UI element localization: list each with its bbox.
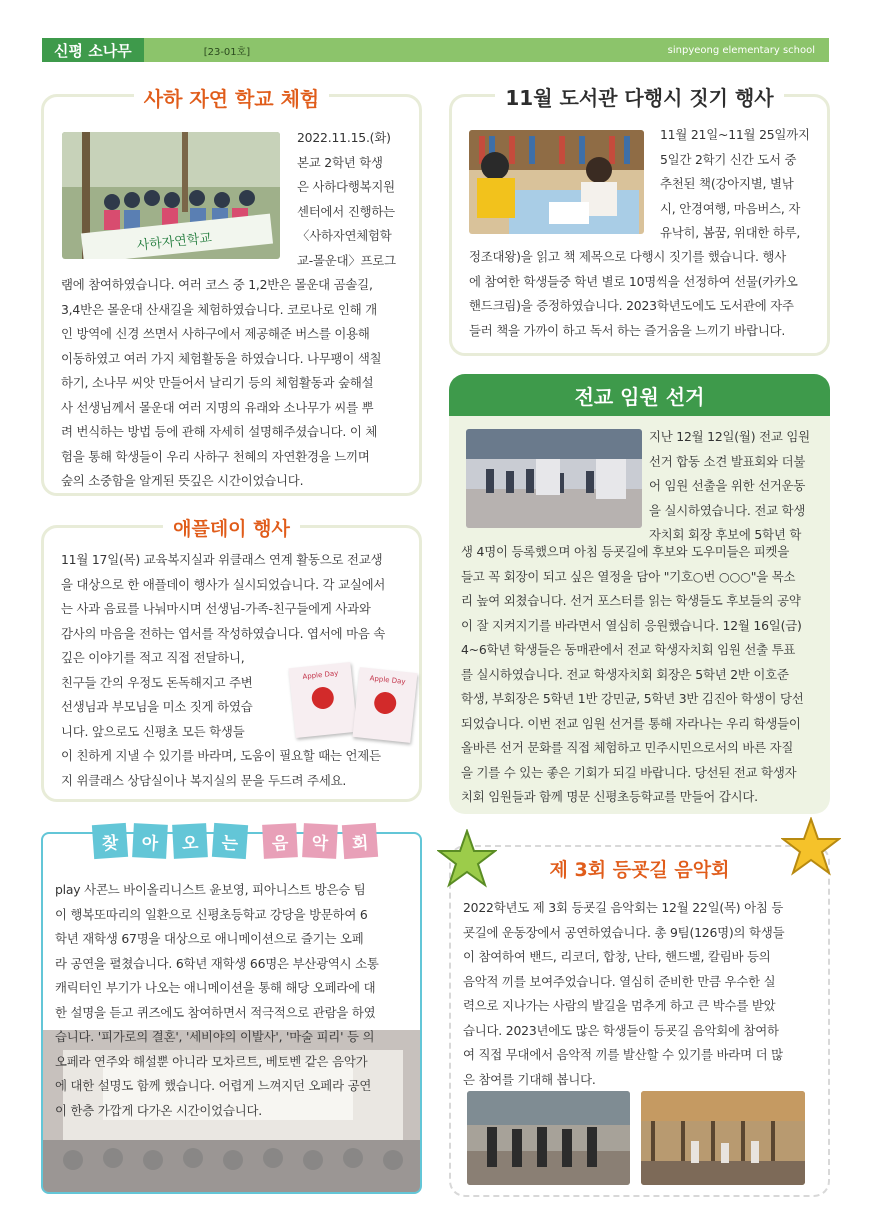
music-article (41, 832, 422, 1194)
election-side-line: 을 실시하였습니다. 전교 학생 (649, 502, 806, 518)
nature-side-line: 교-몰운대〉프로그 (297, 252, 396, 268)
library-line: 에 참여한 학생들중 학년 별로 10명씩을 선정하여 선물(카카오 (469, 273, 798, 289)
library-line: 들러 책을 가까이 하고 독서 하는 즐거움을 느끼기 바랍니다. (469, 322, 786, 338)
nature-side-line: 2022.11.15.(화) (297, 130, 391, 145)
library-line: 정조대왕)을 읽고 책 제목으로 다행시 짓기를 했습니다. 행사 (469, 249, 787, 264)
election-line: 되었습니다. 이번 전교 임원 선거를 통해 자라나는 우리 학생들이 (461, 715, 801, 731)
school-name: sinpyeong elementary school (667, 44, 815, 56)
apple-line: 감사의 마음을 전하는 엽서를 작성하였습니다. 엽서에 마음 속 (61, 625, 386, 641)
music-line: 캐릭터인 부기가 나오는 애니메이션을 통해 해당 오페라에 대 (55, 980, 376, 995)
concert-photo-1 (467, 1091, 630, 1185)
music-line: 한 설명을 듣고 퀴즈에도 참여하면서 적극적으로 관람을 하였 (55, 1004, 376, 1020)
newsletter-brand: 신평 소나무 (42, 38, 144, 62)
issue-number: [23-01호] (203, 46, 251, 58)
nature-side-line: 센터에서 진행하는 (297, 203, 395, 219)
election-line: 4~6학년 학생들은 동매관에서 전교 학생자치회 임원 선출 투표 (461, 642, 796, 657)
music-line: play 사콘느 바이올리니스트 윤보영, 피아니스트 방은승 팀 (55, 882, 366, 897)
apple-line: 11월 17일(목) 교육복지실과 위클래스 연계 활동으로 전교생 (61, 552, 383, 567)
apple-card-label: Apple Day (302, 669, 339, 681)
election-side-line: 자치회 회장 후보에 5학년 학 (649, 527, 802, 542)
apple-line: 깊은 이야기를 적고 직접 전달하니, (61, 650, 245, 665)
concert-line: 이 참여하여 밴드, 리코더, 합창, 난타, 핸드벨, 칼림바 등의 (463, 949, 771, 964)
title-char: 아 (132, 823, 168, 859)
page-header (42, 38, 829, 62)
election-article (449, 374, 830, 814)
library-photo (469, 130, 644, 234)
apple-card-left (289, 662, 358, 738)
election-line: 생 4명이 등록했으며 아침 등굣길에 후보와 도우미들은 피켓을 (461, 544, 790, 559)
election-line: 들고 꼭 회장이 되고 싶은 열정을 담아 "기호○번 ○○○"을 목소 (461, 568, 796, 584)
election-photo (466, 429, 642, 528)
apple-icon (373, 691, 397, 715)
apple-line: 는 사과 음료를 나눠마시며 선생님-가족-친구들에게 사과와 (61, 601, 371, 616)
nature-school-article (41, 87, 422, 496)
library-article (449, 86, 830, 356)
apple-icon (311, 686, 335, 710)
music-line: 이 한층 가깝게 다가온 시간이었습니다. (55, 1102, 263, 1118)
apple-line: 친구들 간의 우정도 돈독해지고 주변 (61, 674, 253, 690)
apple-line: 니다. 앞으로도 신평초 모든 학생들 (61, 723, 245, 739)
title-char: 악 (302, 823, 338, 859)
nature-line: 숲의 소중함을 알게된 뜻깊은 시간이었습니다. (61, 473, 304, 488)
library-side-line: 유낙히, 봄꿈, 위대한 하루, (660, 225, 801, 240)
election-title-bar (449, 374, 830, 416)
concert-photo-2 (641, 1091, 805, 1185)
music-line: 학년 재학생 67명을 대상으로 애니메이션으로 즐기는 오페 (55, 931, 364, 946)
library-side-line: 11월 21일~11월 25일까지 (660, 127, 810, 142)
concert-line: 습니다. 2023년에도 많은 학생들이 등굣길 음악회에 참여하 (463, 1022, 779, 1038)
election-side-line: 지난 12월 12일(월) 전교 임원 (649, 429, 810, 444)
library-title: 11월 도서관 다행시 짓기 행사 (495, 86, 783, 110)
music-line: 라 공연을 펼쳤습니다. 6학년 재학생 66명은 부산광역시 소통 (55, 955, 379, 971)
nature-line: 험을 통해 학생들이 우리 사하구 천혜의 자연환경을 느끼며 (61, 448, 370, 464)
nature-side-line: 은 사하다행복지원 (297, 179, 395, 194)
election-line: 올바른 선거 문화를 직접 체험하고 민주시민으로서의 바른 자질 (461, 740, 794, 755)
concert-line: 굣길에 운동장에서 공연하였습니다. 총 9팀(126명)의 학생들 (463, 924, 785, 940)
library-line: 핸드크림)을 증정하였습니다. 2023학년도에도 도서관에 자주 (469, 298, 794, 313)
nature-line: 사 선생님께서 몰운대 여러 지명의 유래와 소나무가 씨를 뿌 (61, 399, 374, 415)
nature-photo (62, 132, 280, 259)
concert-line: 2022학년도 제 3회 등굣길 음악회는 12월 22일(목) 아침 등 (463, 900, 784, 915)
library-side-line: 시, 안경여행, 마음버스, 자 (660, 200, 801, 216)
nature-side-line: 본교 2학년 학생 (297, 154, 383, 170)
nature-line: 려 번식하는 방법 등에 관해 자세히 설명해주셨습니다. 이 체 (61, 424, 378, 439)
concert-line: 여 직접 무대에서 음악적 끼를 발산할 수 있기를 바라며 더 많 (463, 1047, 783, 1062)
election-line: 리 높여 외쳤습니다. 선거 포스터를 읽는 학생들도 후보들의 공약 (461, 593, 801, 608)
library-side-line: 추천된 책(강아지별, 별낚 (660, 176, 794, 191)
nature-line: 3,4반은 몰운대 산새길을 체험하였습니다. 코로나로 인해 개 (61, 301, 377, 317)
title-char: 회 (342, 823, 378, 859)
apple-line: 선생님과 부모님을 미소 짓게 하였습 (61, 699, 253, 714)
election-title: 전교 임원 선거 (574, 384, 705, 409)
nature-line: 램에 참여하였습니다. 여러 코스 중 1,2반은 몰운대 곰솔길, (61, 277, 373, 292)
election-side-line: 선거 합동 소견 발표회와 더불 (649, 453, 806, 469)
title-char: 오 (172, 823, 208, 859)
music-line: 습니다. '피가로의 결혼', '세비야의 이발사', '마술 피리' 등 의 (55, 1029, 375, 1044)
concert-line: 은 참여를 기대해 봅니다. (463, 1071, 596, 1087)
concert-title: 제 3회 등굣길 음악회 (540, 859, 740, 881)
apple-card-label: Apple Day (369, 674, 406, 686)
concert-line: 음악적 끼를 보여주었습니다. 열심히 준비한 만큼 우수한 실 (463, 973, 776, 989)
title-char: 는 (212, 823, 248, 859)
election-line: 이 잘 지켜지기를 바라면서 열심히 응원했습니다. 12월 16일(금) (461, 617, 802, 633)
library-side-line: 5일간 2학기 신간 도서 중 (660, 151, 797, 167)
apple-day-article (41, 518, 422, 802)
apple-title: 애플데이 행사 (163, 518, 300, 540)
election-line: 을 기를 수 있는 좋은 기회가 되길 바랍니다. 당선된 전교 학생자 (461, 764, 797, 780)
apple-line: 이 친하게 지낼 수 있기를 바라며, 도움이 필요할 때는 언제든 (61, 748, 381, 763)
nature-side-line: 〈사하자연체험학 (297, 228, 392, 243)
election-side-line: 어 임원 선출을 위한 선거운동 (649, 478, 806, 493)
apple-card-right (353, 667, 418, 743)
election-line: 학생, 부회장은 5학년 1반 강민균, 5학년 3반 김진아 학생이 당선 (461, 691, 804, 706)
title-char: 찾 (92, 823, 128, 859)
nature-line: 인 방역에 신경 쓰면서 사하구에서 제공해준 버스를 이용해 (61, 326, 370, 341)
banner-text: 사하자연학교 (136, 230, 213, 254)
nature-title: 사하 자연 학교 체험 (134, 87, 329, 111)
concert-line: 력으로 지나가는 사람의 발길을 멈추게 하고 큰 박수를 받았 (463, 998, 776, 1013)
nature-line: 이동하였고 여러 가지 체험활동을 하였습니다. 나무팽이 색칠 (61, 350, 382, 366)
apple-line: 지 위클래스 상담실이나 복지실의 문을 두드려 주세요. (61, 772, 347, 788)
nature-line: 하기, 소나무 씨앗 만들어서 날리기 등의 체험활동과 숲해설 (61, 375, 374, 390)
election-line: 치회 임원들과 함께 명문 신평초등학교를 만들어 갑시다. (461, 789, 758, 804)
music-line: 이 행복또따리의 일환으로 신평초등학교 강당을 방문하여 6 (55, 906, 368, 922)
music-line: 에 대한 설명도 함께 했습니다. 어렵게 느껴지던 오페라 공연 (55, 1078, 372, 1093)
title-char: 음 (262, 823, 298, 859)
apple-line: 을 대상으로 한 애플데이 행사가 실시되었습니다. 각 교실에서 (61, 576, 386, 592)
election-line: 를 실시하였습니다. 전교 학생자치회 회장은 5학년 2반 이호준 (461, 666, 789, 682)
music-line: 오페라 연주와 해설뿐 아니라 모차르트, 베토벤 같은 음악가 (55, 1053, 368, 1069)
music-title (93, 824, 377, 858)
concert-article (449, 845, 830, 1197)
